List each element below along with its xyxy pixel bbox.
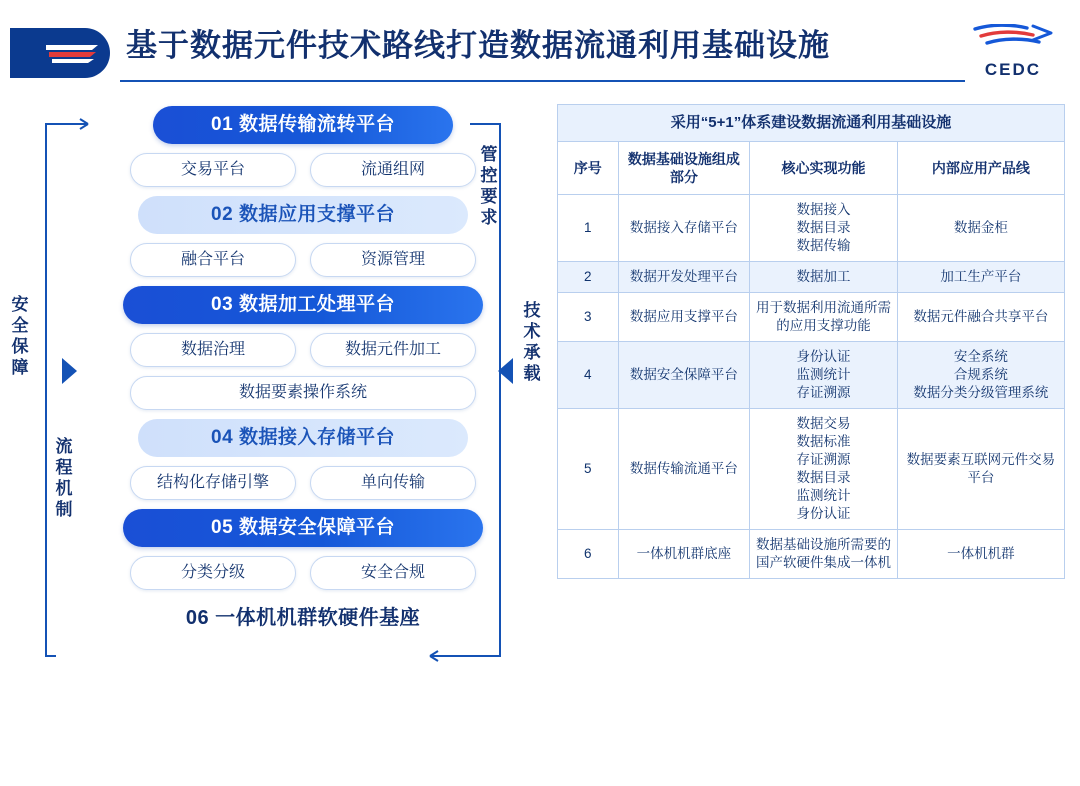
row-function: 用于数据利用流通所需的应用支撑功能	[750, 293, 898, 342]
row-product-line: 安全系统 合规系统 数据分类分级管理系统	[897, 342, 1064, 409]
infrastructure-table	[557, 104, 1065, 579]
row-part: 数据开发处理平台	[618, 262, 750, 293]
layer-03-os-row	[108, 376, 498, 410]
row-part: 数据安全保障平台	[618, 342, 750, 409]
pill-classification-grading[interactable]: 分类分级	[130, 556, 296, 590]
row-part: 一体机机群底座	[618, 530, 750, 579]
row-function: 身份认证 监测统计 存证溯源	[750, 342, 898, 409]
row-function: 数据交易 数据标准 存证溯源 数据目录 监测统计 身份认证	[750, 409, 898, 530]
table-caption: 采用“5+1”体系建设数据流通利用基础设施	[558, 105, 1065, 142]
brand-name: CEDC	[984, 60, 1042, 79]
pill-resource-management[interactable]: 资源管理	[310, 243, 476, 277]
pill-data-governance[interactable]: 数据治理	[130, 333, 296, 367]
row-function: 数据加工	[750, 262, 898, 293]
row-part: 数据传输流通平台	[618, 409, 750, 530]
logo-stripes-icon	[44, 42, 100, 64]
side-label-control: 管控要求	[480, 145, 498, 227]
row-product-line: 数据元件融合共享平台	[897, 293, 1064, 342]
layer-02-application-support[interactable]: 02 数据应用支撑平台	[138, 196, 468, 234]
page-header	[0, 0, 1080, 96]
table-row	[558, 293, 1065, 342]
cedc-mark-icon	[971, 24, 1055, 50]
row-product-line: 数据金柜	[897, 195, 1064, 262]
layer-03-processing[interactable]: 03 数据加工处理平台	[123, 286, 483, 324]
brand-block	[968, 24, 1058, 80]
architecture-diagram	[0, 96, 545, 716]
row-part: 数据应用支撑平台	[618, 293, 750, 342]
layer-06-hardware-base[interactable]: 06 一体机机群软硬件基座	[185, 607, 421, 629]
layer-01-pills	[108, 153, 498, 187]
row-function: 数据接入 数据目录 数据传输	[750, 195, 898, 262]
table-row	[558, 342, 1065, 409]
row-index: 2	[558, 262, 619, 293]
layer-05-pills	[108, 556, 498, 590]
pill-fusion-platform[interactable]: 融合平台	[130, 243, 296, 277]
pill-structured-storage-engine[interactable]: 结构化存储引擎	[130, 466, 296, 500]
table-header-part: 数据基础设施组成部分	[618, 142, 750, 195]
title-underline	[120, 80, 965, 82]
row-function: 数据基础设施所需要的国产软硬件集成一体机	[750, 530, 898, 579]
row-index: 4	[558, 342, 619, 409]
table-row	[558, 530, 1065, 579]
layer-02-pills	[108, 243, 498, 277]
row-product-line: 加工生产平台	[897, 262, 1064, 293]
row-product-line: 一体机机群	[897, 530, 1064, 579]
row-index: 1	[558, 195, 619, 262]
pill-data-element-os[interactable]: 数据要素操作系统	[130, 376, 476, 410]
row-index: 5	[558, 409, 619, 530]
table-row	[558, 262, 1065, 293]
right-arrow-icon	[498, 358, 513, 384]
layer-05-security[interactable]: 05 数据安全保障平台	[123, 509, 483, 547]
row-index: 3	[558, 293, 619, 342]
table-row	[558, 195, 1065, 262]
layer-01-transmission[interactable]: 01 数据传输流转平台	[153, 106, 453, 144]
table-header-index: 序号	[558, 142, 619, 195]
platform-stack	[108, 106, 498, 646]
layer-04-storage[interactable]: 04 数据接入存储平台	[138, 419, 468, 457]
pill-security-compliance[interactable]: 安全合规	[310, 556, 476, 590]
table-header-function: 核心实现功能	[750, 142, 898, 195]
layer-04-pills	[108, 466, 498, 500]
pill-circulation-network[interactable]: 流通组网	[310, 153, 476, 187]
row-product-line: 数据要素互联网元件交易平台	[897, 409, 1064, 530]
table-row	[558, 409, 1065, 530]
side-label-process: 流程机制	[55, 437, 73, 519]
row-index: 6	[558, 530, 619, 579]
side-label-security: 安全保障	[11, 295, 29, 377]
pill-element-processing[interactable]: 数据元件加工	[310, 333, 476, 367]
pill-trading-platform[interactable]: 交易平台	[130, 153, 296, 187]
left-arrow-icon	[62, 358, 77, 384]
company-logo-icon	[10, 28, 110, 78]
table-header-product-line: 内部应用产品线	[897, 142, 1064, 195]
page-title: 基于数据元件技术路线打造数据流通利用基础设施	[126, 28, 830, 63]
pill-one-way-transmission[interactable]: 单向传输	[310, 466, 476, 500]
side-label-technology: 技术承载	[523, 301, 541, 383]
row-part: 数据接入存储平台	[618, 195, 750, 262]
layer-03-pills	[108, 333, 498, 367]
